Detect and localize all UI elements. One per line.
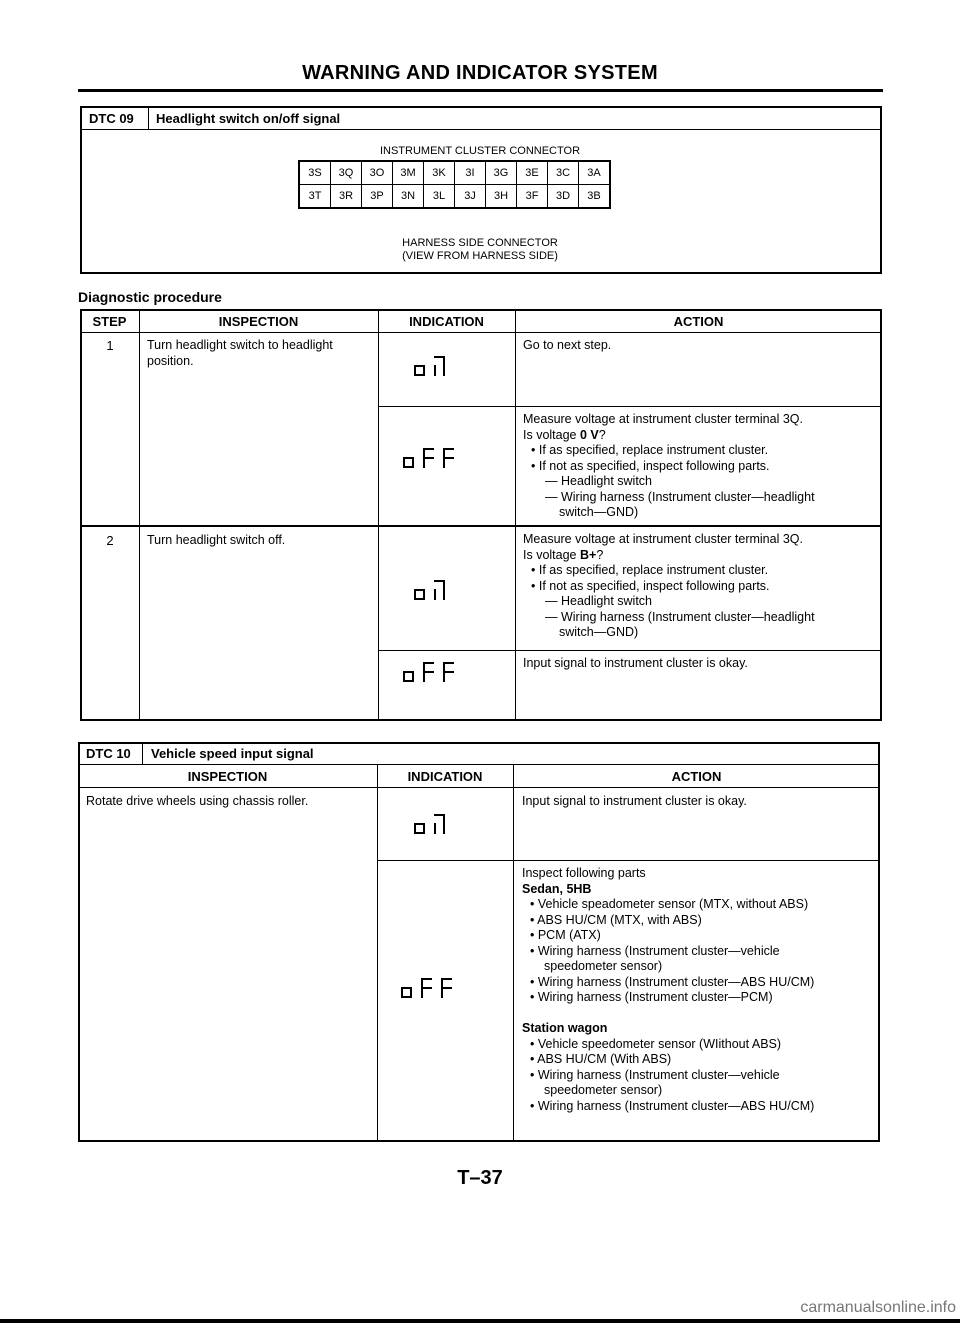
action-line: Measure voltage at instrument cluster terminal 3Q. [523, 532, 803, 546]
step-1-row-1-action [523, 338, 873, 354]
dtc09-header-divider [148, 106, 149, 130]
action-line: Measure voltage at instrument cluster terminal 3Q. [523, 412, 803, 426]
action-line [522, 1006, 877, 1022]
step2-sub-rule [378, 650, 882, 651]
dtc10-sub-rule [377, 860, 880, 861]
col-head-step: STEP [92, 314, 127, 329]
dtc09-code: DTC 09 [89, 111, 134, 126]
action-line: — Headlight switch [545, 474, 652, 488]
action-line: • ABS HU/CM (With ABS) [530, 1052, 672, 1066]
connector-pin: 3P [362, 185, 393, 209]
dtc10-inspection: Rotate drive wheels using chassis roller. [86, 794, 309, 808]
dtc10-head-inspection: INSPECTION [187, 769, 268, 784]
step-2-row-2-action [523, 656, 878, 672]
action-line: switch—GND) [559, 505, 639, 519]
connector-pin: 3E [517, 161, 548, 185]
dtc10-code: DTC 10 [86, 746, 131, 761]
action-line: • Wiring harness (Instrument cluster—PCM) [530, 990, 773, 1004]
diagnostic-header-rule [80, 332, 882, 333]
connector-pin: 3D [548, 185, 579, 209]
display-off-icon [401, 978, 461, 998]
connector-pin: 3T [299, 185, 331, 209]
connector-pin: 3K [424, 161, 455, 185]
connector-diagram [298, 160, 611, 209]
action-line: speedometer sensor) [544, 959, 663, 973]
connector-pin: 3M [393, 161, 424, 185]
display-off-icon [403, 448, 463, 468]
action-line: Go to next step. [523, 338, 612, 352]
display-on-icon [414, 580, 454, 600]
action-line: — Wiring harness (Instrument cluster—headlight [545, 609, 815, 624]
col-head-indication: INDICATION [409, 314, 484, 329]
page-title: WARNING AND INDICATOR SYSTEM [302, 62, 658, 84]
step-2-row-1-action [523, 532, 878, 641]
action-line: • Vehicle speadometer sensor (MTX, without ABS) [530, 897, 809, 911]
dtc09-title: Headlight switch on/off signal [156, 111, 341, 126]
connector-pin: 3C [548, 161, 579, 185]
diag-col-line-2 [378, 309, 379, 721]
dtc10-col-line-1 [377, 764, 378, 1142]
connector-pin: 3G [486, 161, 517, 185]
connector-pin: 3J [455, 185, 486, 209]
action-line: Is voltage 0 V? [523, 427, 606, 442]
dtc10-head-action: ACTION [671, 769, 722, 784]
connector-pin: 3I [455, 161, 486, 185]
connector-pin: 3H [486, 185, 517, 209]
action-line: Sedan, 5HB [522, 881, 592, 896]
diag-col-line-1 [139, 309, 140, 721]
action-line: speedometer sensor) [544, 1083, 663, 1097]
dtc10-head-indication: INDICATION [407, 769, 483, 784]
action-line: — Wiring harness (Instrument cluster—headlight [545, 489, 815, 504]
connector-pin: 3A [579, 161, 611, 185]
connector-pin: 3N [393, 185, 424, 209]
connector-pin: 3Q [331, 161, 362, 185]
dtc10-col-line-2 [513, 764, 514, 1142]
action-line: Is voltage B+? [523, 547, 604, 562]
action-line: — Headlight switch [545, 594, 652, 608]
step-2-number: 2 [106, 533, 114, 548]
connector-pin: 3S [299, 161, 331, 185]
action-line: switch—GND) [559, 625, 639, 639]
dtc10-row-2-action [522, 866, 877, 1114]
step-1-row-2-action [523, 412, 878, 521]
connector-caption-bottom-2: (VIEW FROM HARNESS SIDE) [402, 250, 558, 262]
watermark: carmanualsonline.info [800, 1299, 956, 1316]
step-1-number: 1 [106, 338, 114, 353]
display-on-icon [414, 356, 454, 376]
action-line: Input signal to instrument cluster is okay. [523, 656, 748, 670]
dtc10-row-1-action: Input signal to instrument cluster is okay. [522, 794, 747, 808]
connector-caption-top: INSTRUMENT CLUSTER CONNECTOR [379, 145, 581, 157]
action-line: Station wagon [522, 1021, 608, 1035]
connector-pin: 3B [579, 185, 611, 209]
action-line: • Vehicle speedometer sensor (WIithout ABS) [530, 1036, 782, 1051]
action-line: • Wiring harness (Instrument cluster—ABS HU/CM) [530, 974, 815, 989]
connector-pin: 3F [517, 185, 548, 209]
col-head-action: ACTION [673, 314, 724, 329]
diag-col-line-3 [515, 309, 516, 721]
action-line: • If not as specified, inspect following parts. [531, 458, 770, 473]
connector-row-2 [299, 185, 610, 209]
dtc10-title: Vehicle speed input signal [151, 746, 314, 761]
connector-pin: 3O [362, 161, 393, 185]
action-line: Inspect following parts [522, 866, 646, 880]
connector-row-1 [299, 161, 610, 185]
step-2-inspection: Turn headlight switch off. [147, 533, 286, 547]
dtc10-header-rule [78, 764, 880, 765]
action-line: • If as specified, replace instrument cluster. [531, 443, 769, 457]
col-head-inspection: INSPECTION [218, 314, 299, 329]
connector-pin: 3R [331, 185, 362, 209]
action-line: • Wiring harness (Instrument cluster—vehicle [530, 1067, 780, 1082]
dtc10-header-divider [142, 742, 143, 765]
action-line: • ABS HU/CM (MTX, with ABS) [530, 912, 702, 927]
diagnostic-procedure-label: Diagnostic procedure [78, 289, 222, 305]
display-off-icon [403, 662, 463, 682]
page-number: T–37 [457, 1167, 503, 1189]
dtc10-col-header-rule [78, 787, 880, 788]
step-1-inspection: Turn headlight switch to headlight position. [147, 338, 333, 368]
dtc09-header-rule [80, 129, 882, 130]
bottom-rule [0, 1319, 960, 1323]
connector-pin: 3L [424, 185, 455, 209]
connector-caption-bottom-1: HARNESS SIDE CONNECTOR [402, 237, 558, 249]
step-divider [80, 525, 882, 527]
step1-sub-rule [378, 406, 882, 407]
display-on-icon [414, 814, 454, 834]
action-line: • Wiring harness (Instrument cluster—vehicle [530, 943, 780, 958]
action-line: • Wiring harness (Instrument cluster—ABS HU/CM) [530, 1098, 815, 1113]
action-line: • PCM (ATX) [530, 928, 601, 942]
action-line: • If as specified, replace instrument cluster. [531, 563, 769, 577]
title-rule [78, 89, 883, 92]
action-line: • If not as specified, inspect following parts. [531, 578, 770, 593]
